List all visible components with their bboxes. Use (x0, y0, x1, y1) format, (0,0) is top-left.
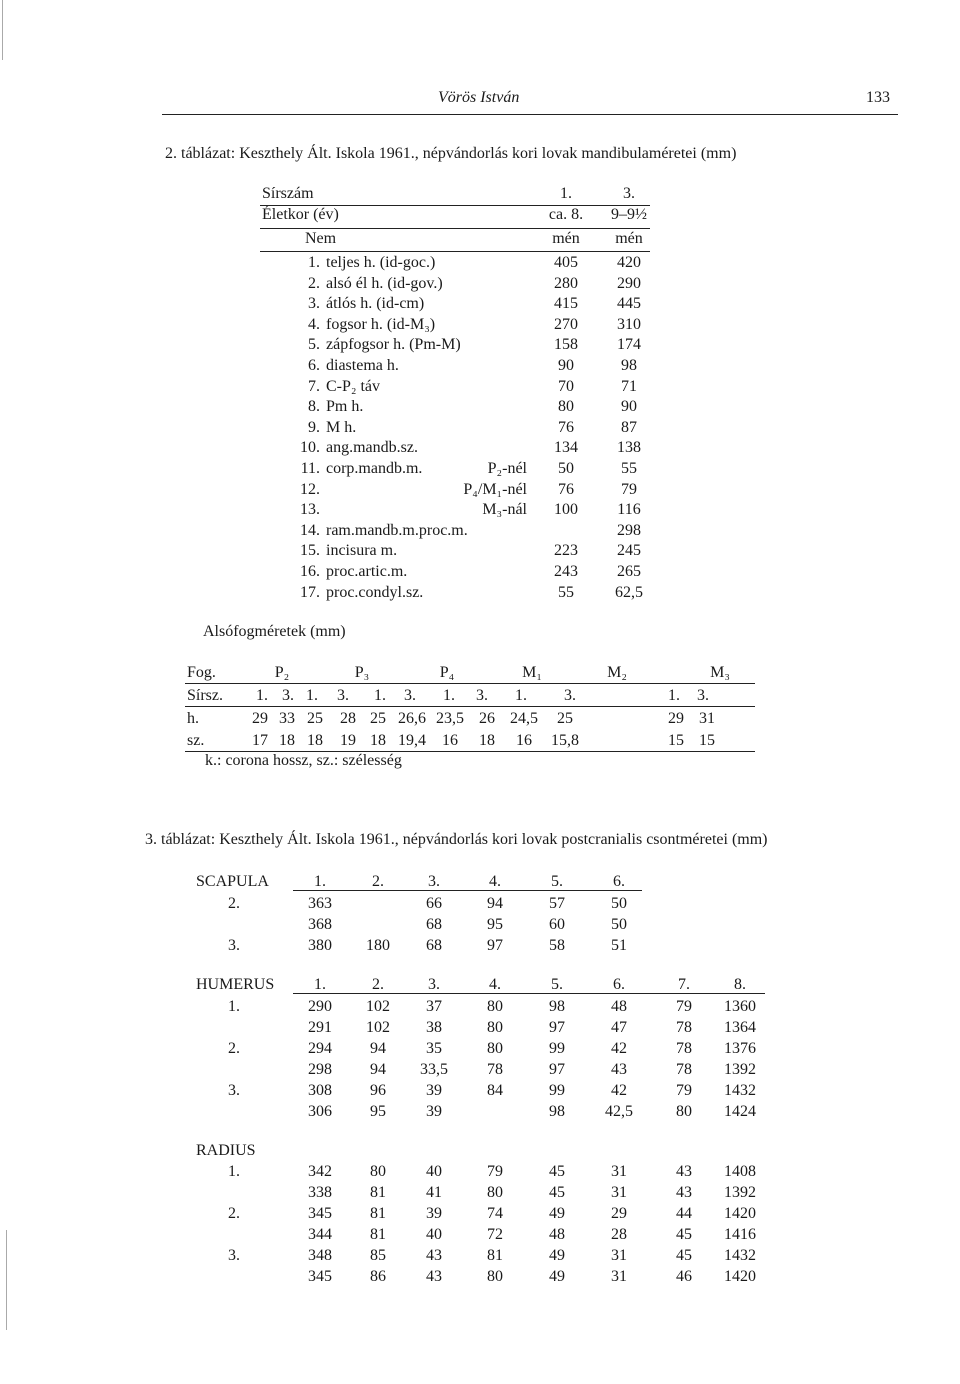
table2-row-name: proc.artic.m. (326, 563, 408, 580)
table2-row-value-3: 71 (621, 377, 637, 395)
table2-row-number: 17. (300, 583, 320, 601)
table2-row-name: átlós h. (id-cm) (326, 295, 425, 313)
table2-row-name: M h. (326, 418, 357, 436)
radius-value: 48 (549, 1226, 565, 1243)
humerus-value: 308 (308, 1082, 332, 1099)
table2-row-name: diastema h. (326, 357, 399, 374)
humerus-value: 298 (308, 1061, 332, 1078)
humerus-value: 98 (549, 998, 565, 1015)
teeth-fog-label: Fog. (187, 664, 216, 681)
humerus-value: 1376 (724, 1040, 756, 1057)
humerus-value: 38 (426, 1019, 442, 1036)
humerus-value: 99 (549, 1040, 565, 1057)
radius-value: 338 (308, 1184, 332, 1201)
teeth-sirsz-value: 1. (443, 687, 455, 704)
radius-value: 40 (426, 1163, 442, 1180)
radius-value: 45 (676, 1247, 692, 1264)
scapula-value: 94 (487, 895, 503, 912)
humerus-value: 102 (366, 1019, 390, 1036)
scapula-value: 97 (487, 937, 503, 954)
humerus-value: 78 (676, 1040, 692, 1057)
table2-row-name: ang.mandb.sz. (326, 439, 418, 457)
table2-row-value-3: 55 (621, 460, 637, 477)
table2-row-value-3: 290 (617, 274, 641, 292)
table2-row-name: zápfogsor h. (Pm-M) (326, 336, 461, 354)
table2-rule-nem (260, 251, 650, 252)
humerus-value: 33,5 (420, 1061, 448, 1078)
teeth-row-label: h. (187, 710, 199, 727)
humerus-value: 1424 (724, 1103, 756, 1120)
teeth-row-value: 25 (307, 710, 323, 727)
table2-row-value-3: 79 (621, 480, 637, 498)
teeth-footnote: k.: corona hossz, sz.: szélesség (205, 752, 402, 769)
humerus-value: 95 (370, 1103, 386, 1120)
radius-value: 85 (370, 1247, 386, 1264)
radius-value: 1392 (724, 1184, 756, 1201)
humerus-value: 84 (487, 1082, 503, 1099)
humerus-value: 80 (487, 1019, 503, 1036)
radius-value: 1408 (724, 1163, 756, 1180)
radius-value: 41 (426, 1184, 442, 1201)
teeth-row-value: 16 (442, 732, 458, 749)
radius-value: 43 (426, 1247, 442, 1264)
table2-row-number: 3. (308, 295, 320, 313)
running-head-author: Vörös István (438, 89, 520, 106)
teeth-sirsz-value: 3. (404, 687, 416, 704)
table2-row-number: 11. (300, 460, 320, 477)
humerus-value: 80 (487, 1040, 503, 1057)
table2-header-value-3: 9–9½ (611, 206, 647, 223)
scapula-col-header: 4. (489, 873, 501, 890)
scapula-col-header: 6. (613, 873, 625, 890)
humerus-value: 42,5 (605, 1103, 633, 1120)
table2-row-value-3: 87 (621, 418, 637, 436)
table2-row-number: 5. (308, 336, 320, 354)
radius-value: 348 (308, 1247, 332, 1264)
table2-row-number: 6. (308, 357, 320, 374)
radius-value: 80 (487, 1184, 503, 1201)
scapula-value: 95 (487, 916, 503, 933)
radius-value: 80 (487, 1268, 503, 1285)
radius-value: 345 (308, 1205, 332, 1222)
table2-row-number: 16. (300, 563, 320, 580)
humerus-value: 47 (611, 1019, 627, 1036)
table2-row-value-1: 55 (558, 583, 574, 601)
teeth-row-value: 18 (479, 732, 495, 749)
table2-row-value-1: 80 (558, 398, 574, 416)
table2-header-value-1: ca. 8. (548, 206, 584, 223)
table2-row-number: 8. (308, 398, 320, 416)
scapula-value: 368 (308, 916, 332, 933)
teeth-row-value: 15,8 (551, 732, 579, 749)
radius-value: 81 (370, 1184, 386, 1201)
teeth-row-value: 15 (668, 732, 684, 749)
table2-row-value-1: 50 (558, 460, 574, 477)
table2-row-number: 12. (300, 480, 320, 498)
teeth-row-label: sz. (187, 732, 205, 749)
table2-row-subname: P₂-nél (487, 460, 527, 477)
scapula-value: 68 (426, 916, 442, 933)
table2-row-value-3: 420 (617, 254, 641, 271)
teeth-rule-mid (185, 706, 755, 707)
teeth-row-value: 23,5 (436, 710, 464, 727)
table2-row-value-1: 70 (558, 377, 574, 395)
radius-value: 29 (611, 1205, 627, 1222)
teeth-row-value: 25 (370, 710, 386, 727)
teeth-row-value: 17 (252, 732, 268, 749)
table2-row-name: incisura m. (326, 542, 398, 560)
radius-value: 81 (370, 1205, 386, 1222)
radius-value: 1420 (724, 1268, 756, 1285)
table2-header-value-1: 1. (560, 185, 572, 202)
table2-row-number: 1. (308, 254, 320, 271)
radius-value: 1420 (724, 1205, 756, 1222)
table2-row-number: 7. (308, 377, 320, 395)
scapula-value: 66 (426, 895, 442, 912)
teeth-sirsz-value: 3. (476, 687, 488, 704)
table2-header-label: Életkor (év) (262, 206, 339, 223)
page-number: 133 (866, 89, 890, 106)
humerus-value: 96 (370, 1082, 386, 1099)
teeth-sirsz-value: 1. (515, 687, 527, 704)
radius-value: 344 (308, 1226, 332, 1243)
radius-value: 80 (370, 1163, 386, 1180)
table2-row-name: teljes h. (id-goc.) (326, 254, 436, 271)
table2-header-value-3: 3. (623, 185, 635, 202)
humerus-col-header: 3. (428, 976, 440, 993)
humerus-col-header: 4. (489, 976, 501, 993)
teeth-row-value: 18 (279, 732, 295, 749)
radius-title: RADIUS (196, 1142, 256, 1159)
humerus-value: 306 (308, 1103, 332, 1120)
table2-header-label: Nem (305, 230, 337, 247)
humerus-col-header: 1. (314, 976, 326, 993)
table2-row-number: 14. (300, 521, 320, 539)
humerus-value: 98 (549, 1103, 565, 1120)
scapula-col-header: 3. (428, 873, 440, 890)
humerus-value: 80 (487, 998, 503, 1015)
teeth-sirsz-value: 3. (697, 687, 709, 704)
humerus-value: 1360 (724, 998, 756, 1015)
table2-row-value-1: 280 (554, 274, 578, 292)
humerus-grave-number: 3. (228, 1082, 240, 1099)
humerus-value: 99 (549, 1082, 565, 1099)
table2-row-value-3: 245 (617, 542, 641, 560)
table2-row-value-3: 174 (617, 336, 641, 354)
radius-value: 81 (370, 1226, 386, 1243)
scapula-value: 380 (308, 937, 332, 954)
left-margin-line-bottom (6, 1230, 7, 1330)
humerus-value: 291 (308, 1019, 332, 1036)
humerus-col-header: 5. (551, 976, 563, 993)
teeth-row-value: 29 (252, 710, 268, 727)
teeth-row-value: 29 (668, 710, 684, 727)
table2-header-label: Sírszám (262, 185, 314, 202)
teeth-sirsz-value: 3. (337, 687, 349, 704)
table2-row-name: C-P₂ táv (326, 377, 381, 395)
table2-row-value-1: 415 (554, 295, 578, 313)
header-rule (162, 114, 898, 115)
table2-row-name: corp.mandb.m. (326, 460, 423, 477)
table2-row-name: fogsor h. (id-M₃) (326, 315, 436, 333)
radius-value: 46 (676, 1268, 692, 1285)
table2-row-subname: M₃-nál (482, 501, 527, 519)
radius-value: 31 (611, 1268, 627, 1285)
radius-value: 81 (487, 1247, 503, 1264)
table2-row-value-3: 298 (617, 521, 641, 539)
radius-value: 342 (308, 1163, 332, 1180)
radius-value: 31 (611, 1184, 627, 1201)
table3-caption: 3. táblázat: Keszthely Ált. Iskola 1961., népvándorlás kori lovak postcranialis csontméretei (mm) (145, 831, 768, 848)
scapula-value: 68 (426, 937, 442, 954)
scapula-value: 51 (611, 937, 627, 954)
tooth-header: P₄ (439, 664, 455, 681)
radius-value: 345 (308, 1268, 332, 1285)
teeth-row-value: 26 (479, 710, 495, 727)
teeth-rule-top (185, 683, 755, 684)
table2-row-number: 10. (300, 439, 320, 457)
scapula-value: 50 (611, 895, 627, 912)
humerus-value: 97 (549, 1061, 565, 1078)
teeth-sirsz-value: 1. (668, 687, 680, 704)
table2-row-name: alsó él h. (id-gov.) (326, 274, 443, 292)
humerus-value: 78 (676, 1019, 692, 1036)
humerus-value: 79 (676, 1082, 692, 1099)
table2-row-name: ram.mandb.m.proc.m. (326, 521, 468, 539)
table2-row-value-1: 405 (554, 254, 578, 271)
humerus-value: 48 (611, 998, 627, 1015)
radius-value: 45 (549, 1184, 565, 1201)
teeth-row-value: 25 (557, 710, 573, 727)
teeth-sirsz-value: 1. (374, 687, 386, 704)
humerus-col-header: 8. (734, 976, 746, 993)
table2-row-name: Pm h. (326, 398, 364, 416)
humerus-value: 94 (370, 1040, 386, 1057)
table2-row-value-3: 90 (621, 398, 637, 416)
radius-value: 74 (487, 1205, 503, 1222)
humerus-value: 42 (611, 1082, 627, 1099)
table2-row-value-3: 98 (621, 357, 637, 374)
table2-row-number: 2. (308, 274, 320, 292)
humerus-header-rule (293, 993, 765, 994)
radius-value: 43 (676, 1163, 692, 1180)
table2-row-number: 4. (308, 315, 320, 333)
humerus-title: HUMERUS (196, 976, 275, 993)
scapula-value: 57 (549, 895, 565, 912)
teeth-sirsz-label: Sírsz. (187, 687, 223, 704)
humerus-col-header: 6. (613, 976, 625, 993)
radius-grave-number: 3. (228, 1247, 240, 1264)
radius-value: 1416 (724, 1226, 756, 1243)
table2-row-value-1: 90 (558, 357, 574, 374)
humerus-value: 78 (676, 1061, 692, 1078)
teeth-row-value: 19 (340, 732, 356, 749)
radius-value: 40 (426, 1226, 442, 1243)
table2-row-value-1: 134 (554, 439, 578, 457)
radius-value: 43 (676, 1184, 692, 1201)
radius-value: 31 (611, 1247, 627, 1264)
humerus-value: 294 (308, 1040, 332, 1057)
humerus-value: 80 (676, 1103, 692, 1120)
table2-row-number: 13. (300, 501, 320, 519)
teeth-row-value: 24,5 (510, 710, 538, 727)
scapula-value: 50 (611, 916, 627, 933)
scapula-value: 180 (366, 937, 390, 954)
teeth-row-value: 19,4 (398, 732, 426, 749)
scapula-grave-number: 3. (228, 937, 240, 954)
humerus-value: 43 (611, 1061, 627, 1078)
teeth-row-value: 26,6 (398, 710, 426, 727)
teeth-row-value: 31 (699, 710, 715, 727)
table2-row-value-3: 138 (617, 439, 641, 457)
radius-value: 45 (676, 1226, 692, 1243)
radius-value: 49 (549, 1268, 565, 1285)
humerus-value: 1364 (724, 1019, 756, 1036)
humerus-value: 35 (426, 1040, 442, 1057)
humerus-value: 290 (308, 998, 332, 1015)
radius-value: 31 (611, 1163, 627, 1180)
radius-value: 1432 (724, 1247, 756, 1264)
tooth-header: P₃ (354, 664, 370, 681)
humerus-col-header: 7. (678, 976, 690, 993)
table2-row-value-1: 223 (554, 542, 578, 560)
humerus-value: 37 (426, 998, 442, 1015)
table2-row-number: 9. (308, 418, 320, 436)
humerus-value: 79 (676, 998, 692, 1015)
scapula-value: 58 (549, 937, 565, 954)
teeth-sirsz-value: 1. (256, 687, 268, 704)
radius-value: 44 (676, 1205, 692, 1222)
table2-row-value-3: 445 (617, 295, 641, 313)
table2-row-value-1: 158 (554, 336, 578, 354)
tooth-header: M₁ (522, 664, 542, 681)
table2-caption: 2. táblázat: Keszthely Ált. Iskola 1961., népvándorlás kori lovak mandibulaméretei (mm) (165, 145, 737, 162)
tooth-header: P₂ (274, 664, 290, 681)
teeth-row-value: 15 (699, 732, 715, 749)
table2-row-value-1: 76 (558, 418, 574, 436)
scapula-value: 60 (549, 916, 565, 933)
table2-row-value-3: 265 (617, 563, 641, 580)
teeth-row-value: 28 (340, 710, 356, 727)
table2-header-value-1: mén (552, 230, 580, 247)
scapula-header-rule (293, 890, 642, 891)
radius-value: 49 (549, 1205, 565, 1222)
radius-value: 86 (370, 1268, 386, 1285)
teeth-row-value: 16 (516, 732, 532, 749)
humerus-value: 42 (611, 1040, 627, 1057)
teeth-sirsz-value: 3. (564, 687, 576, 704)
scapula-col-header: 1. (314, 873, 326, 890)
radius-value: 45 (549, 1163, 565, 1180)
humerus-grave-number: 2. (228, 1040, 240, 1057)
table2-row-value-1: 76 (558, 480, 574, 498)
tooth-header: M₃ (710, 664, 730, 681)
radius-grave-number: 2. (228, 1205, 240, 1222)
humerus-value: 1432 (724, 1082, 756, 1099)
radius-grave-number: 1. (228, 1163, 240, 1180)
table2-row-subname: P₄/M₁-nél (463, 480, 527, 498)
tooth-header: M₂ (607, 664, 627, 681)
radius-value: 39 (426, 1205, 442, 1222)
table2-row-name: proc.condyl.sz. (326, 583, 424, 601)
humerus-value: 94 (370, 1061, 386, 1078)
scapula-col-header: 2. (372, 873, 384, 890)
table2-row-number: 15. (300, 542, 320, 560)
humerus-col-header: 2. (372, 976, 384, 993)
teeth-row-value: 18 (307, 732, 323, 749)
scapula-title: SCAPULA (196, 873, 269, 890)
teeth-row-value: 18 (370, 732, 386, 749)
table2-rule-sirszam (260, 205, 650, 206)
teeth-row-value: 33 (279, 710, 295, 727)
humerus-value: 1392 (724, 1061, 756, 1078)
humerus-grave-number: 1. (228, 998, 240, 1015)
radius-value: 28 (611, 1226, 627, 1243)
humerus-value: 78 (487, 1061, 503, 1078)
radius-value: 72 (487, 1226, 503, 1243)
table2-row-value-1: 243 (554, 563, 578, 580)
scapula-col-header: 5. (551, 873, 563, 890)
table2-row-value-3: 310 (617, 315, 641, 333)
radius-value: 43 (426, 1268, 442, 1285)
scapula-value: 363 (308, 895, 332, 912)
table2-row-value-1: 100 (554, 501, 578, 519)
humerus-value: 97 (549, 1019, 565, 1036)
table2-rule-eletkor (260, 228, 650, 229)
scapula-grave-number: 2. (228, 895, 240, 912)
humerus-value: 39 (426, 1082, 442, 1099)
teeth-sirsz-value: 3. (282, 687, 294, 704)
teeth-section-title: Alsófogméretek (mm) (203, 623, 346, 640)
humerus-value: 39 (426, 1103, 442, 1120)
table2-row-value-3: 62,5 (615, 583, 643, 601)
teeth-sirsz-value: 1. (306, 687, 318, 704)
radius-value: 49 (549, 1247, 565, 1264)
left-margin-line-top (2, 0, 3, 60)
table2-header-value-3: mén (615, 230, 643, 247)
table2-row-value-1: 270 (554, 315, 578, 333)
humerus-value: 102 (366, 998, 390, 1015)
table2-row-value-3: 116 (617, 501, 641, 519)
radius-value: 79 (487, 1163, 503, 1180)
